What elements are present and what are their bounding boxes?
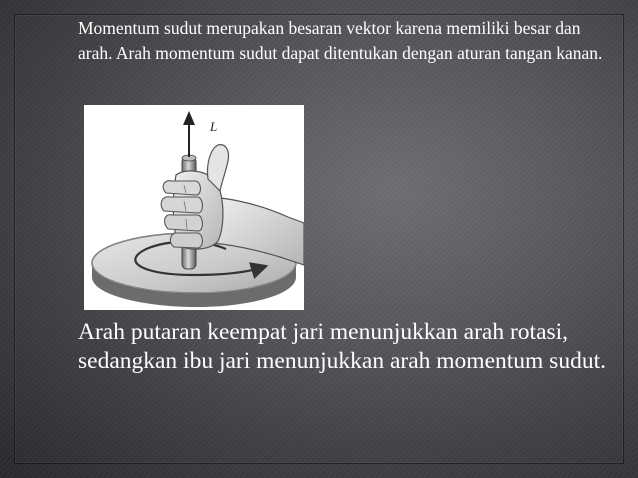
right-hand-rule-illustration xyxy=(84,105,304,310)
explanation-paragraph: Arah putaran keempat jari menunjukkan arah rotasi, sedangkan ibu jari menunjukkan arah momentum sudut. xyxy=(78,319,606,374)
vector-label: L xyxy=(210,119,218,134)
angular-momentum-vector-icon xyxy=(183,111,195,157)
intro-paragraph: Momentum sudut merupakan besaran vektor karena memiliki besar dan arah. Arah momentum sudut dapat ditentukan dengan aturan tangan kanan. xyxy=(78,18,603,63)
right-hand-rule-drawing xyxy=(84,105,304,310)
